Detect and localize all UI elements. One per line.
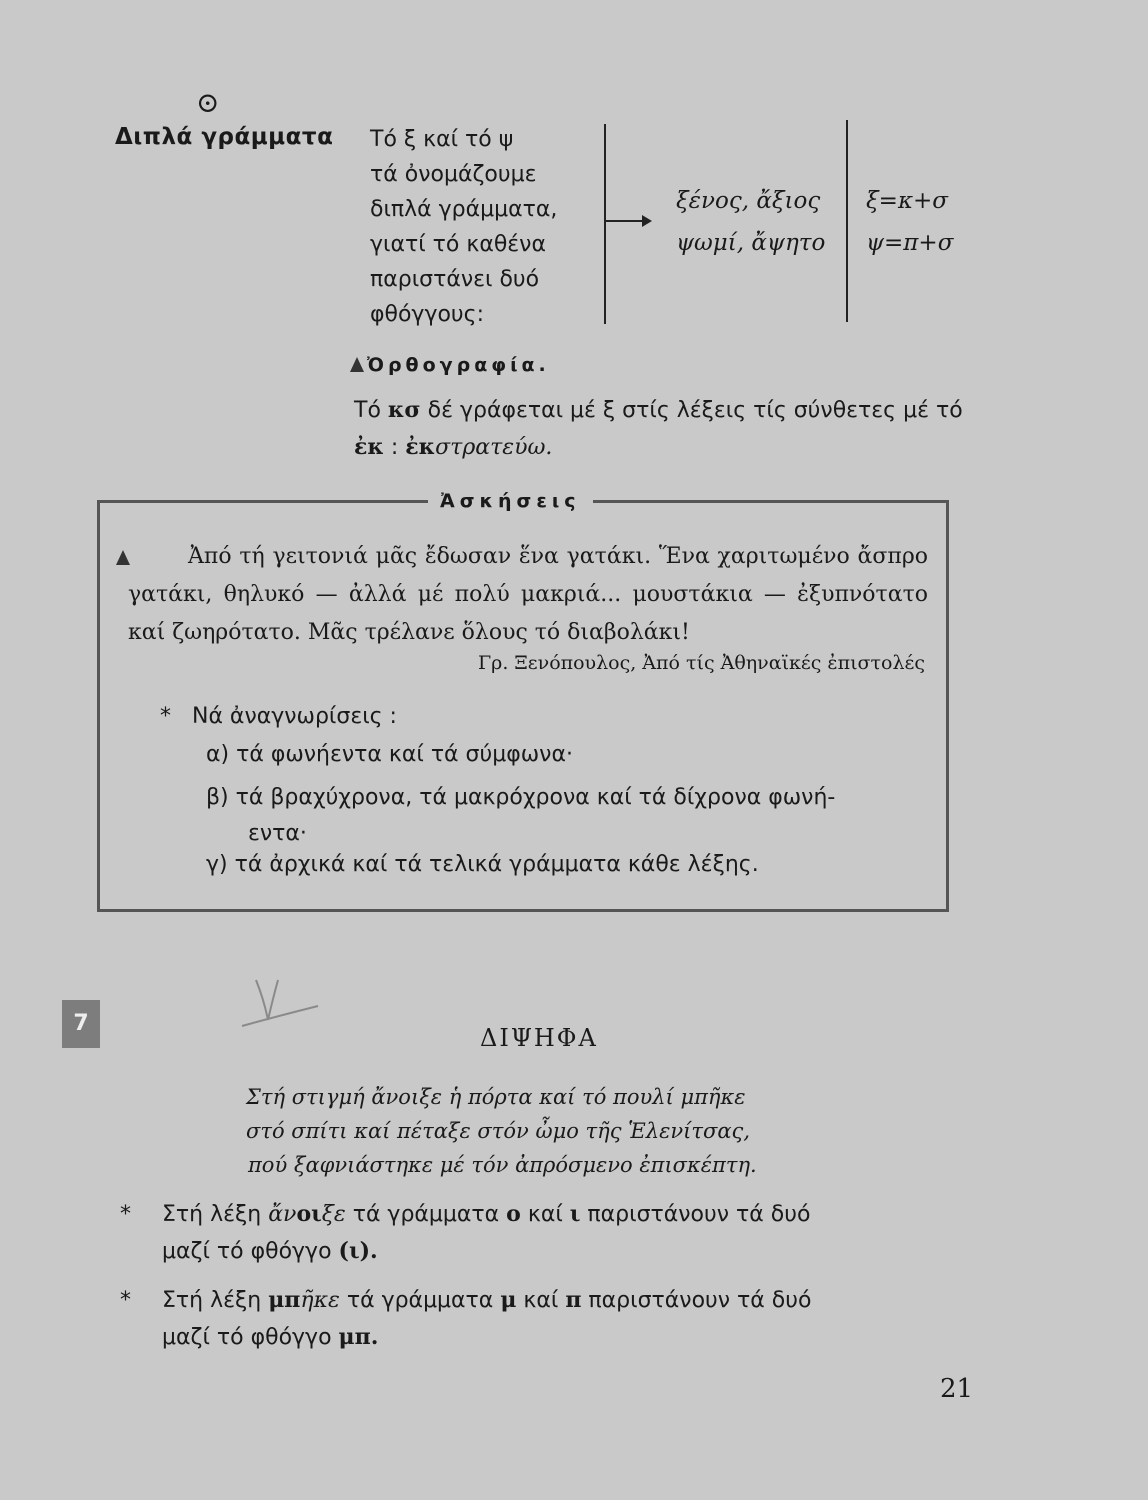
arrow-right-icon: [606, 206, 652, 236]
note-letter: π: [565, 1287, 582, 1313]
rule-bold: κσ: [387, 397, 421, 423]
definition-line: διπλά γράμματα,: [370, 197, 558, 222]
asterisk: *: [160, 704, 171, 729]
note-sound: (ι).: [338, 1238, 378, 1264]
note-text: Στή λέξη: [162, 1288, 269, 1313]
lesson-quote: [246, 1080, 846, 1182]
note-text: τά γράμματα: [339, 1288, 501, 1313]
task-item: [206, 780, 926, 852]
formula: ξ=κ+σ: [866, 188, 948, 214]
note-word-bold: μπ: [268, 1287, 301, 1313]
note-text: καί: [516, 1288, 566, 1313]
exercise-passage: [128, 538, 928, 652]
note-text: μαζί τό φθόγγο: [162, 1325, 339, 1350]
rule-italic: στρατεύω.: [435, 435, 553, 460]
digraph-note: [120, 1196, 964, 1270]
passage-text: Ἀπό τή γειτονιά μᾶς ἔδωσαν ἕνα γατάκι. Ἕνα χαριτωμένο ἄσπρο γατάκι, θηλυκό — ἀλλά μέ πολύ μακριά... μουστάκια — ἐξυπνότατο καί ζωηρότατο. Μᾶς τρέλανε ὅλους τό διαβολάκι!: [128, 544, 928, 645]
triangle-icon: [350, 357, 364, 372]
page-number: 21: [940, 1374, 974, 1404]
rule-text: :: [383, 435, 406, 460]
task-intro: [160, 704, 397, 729]
rule-text: δέ γράφεται μέ ξ στίς λέξεις τίς σύνθετες μέ τό: [420, 398, 963, 423]
orthography-rule: [354, 392, 964, 466]
definition-line: τά ὀνομάζουμε: [370, 162, 537, 187]
rule-text: Τό: [354, 398, 388, 423]
orthography-title-text: Ὀρθογραφία.: [367, 354, 550, 376]
example-words: ψωμί, ἄψητο: [676, 230, 826, 256]
note-letter: ι: [569, 1201, 581, 1227]
note-text: μαζί τό φθόγγο: [162, 1239, 339, 1264]
asterisk: *: [120, 1202, 131, 1227]
quote-line: Στή στιγμή ἄνοιξε ἡ πόρτα καί τό πουλί μπῆκε: [246, 1085, 746, 1109]
rule-bold: ἐκ: [354, 434, 384, 460]
note-word: ξε: [321, 1202, 346, 1227]
definition-line: φθόγγους:: [370, 302, 484, 327]
section-heading: Διπλά γράμματα: [115, 124, 334, 150]
note-text: Στή λέξη: [162, 1202, 269, 1227]
task-item: γ) τά ἀρχικά καί τά τελικά γράμματα κάθε λέξης.: [206, 852, 759, 877]
circle-dot-symbol: ⊙: [196, 86, 220, 119]
definition-text: [370, 122, 606, 332]
note-sound: μπ.: [338, 1324, 379, 1350]
note-text: παριστάνουν τά δυό: [581, 1288, 812, 1313]
definition-line: Τό ξ καί τό ψ: [370, 127, 514, 152]
task-text: εντα·: [248, 821, 307, 846]
quote-line: στό σπίτι καί πέταξε στόν ὦμο τῆς Ἑλενίτσας,: [246, 1119, 750, 1143]
example-words: ξένος, ἄξιος: [676, 188, 821, 214]
note-text: τά γράμματα: [345, 1202, 507, 1227]
task-item: α) τά φωνήεντα καί τά σύμφωνα·: [206, 742, 573, 767]
lesson-number-badge: 7: [62, 1000, 100, 1048]
digraph-note: [120, 1282, 964, 1356]
passage-source: Γρ. Ξενόπουλος, Ἀπό τίς Ἀθηναϊκές ἐπιστολές: [478, 652, 925, 674]
divider-line: [846, 120, 848, 322]
task-text: β) τά βραχύχρονα, τά μακρόχρονα καί τά δίχρονα φωνή-: [206, 785, 836, 810]
exercises-title: Ἀσκήσεις: [428, 490, 593, 512]
orthography-title: [350, 354, 550, 376]
note-word: ἄν: [268, 1202, 297, 1227]
asterisk: *: [120, 1288, 131, 1313]
note-word: ῆκε: [300, 1288, 340, 1313]
lesson-title: ΔΙΨΗΦΑ: [480, 1024, 598, 1052]
definition-line: γιατί τό καθένα: [370, 232, 546, 257]
note-letter: μ: [500, 1287, 517, 1313]
quote-line: πού ξαφνιάστηκε μέ τόν ἀπρόσμενο ἐπισκέπτη.: [248, 1153, 757, 1177]
task-intro-text: Νά ἀναγνωρίσεις :: [191, 704, 397, 729]
definition-line: παριστάνει δυό: [370, 267, 540, 292]
note-word-bold: οι: [296, 1201, 322, 1227]
formula: ψ=π+σ: [866, 230, 954, 256]
pencil-mark-icon: [238, 976, 322, 1040]
rule-bold: ἐκ: [405, 434, 436, 460]
note-letter: ο: [506, 1201, 521, 1227]
note-text: καί: [520, 1202, 570, 1227]
note-text: παριστάνουν τά δυό: [580, 1202, 811, 1227]
